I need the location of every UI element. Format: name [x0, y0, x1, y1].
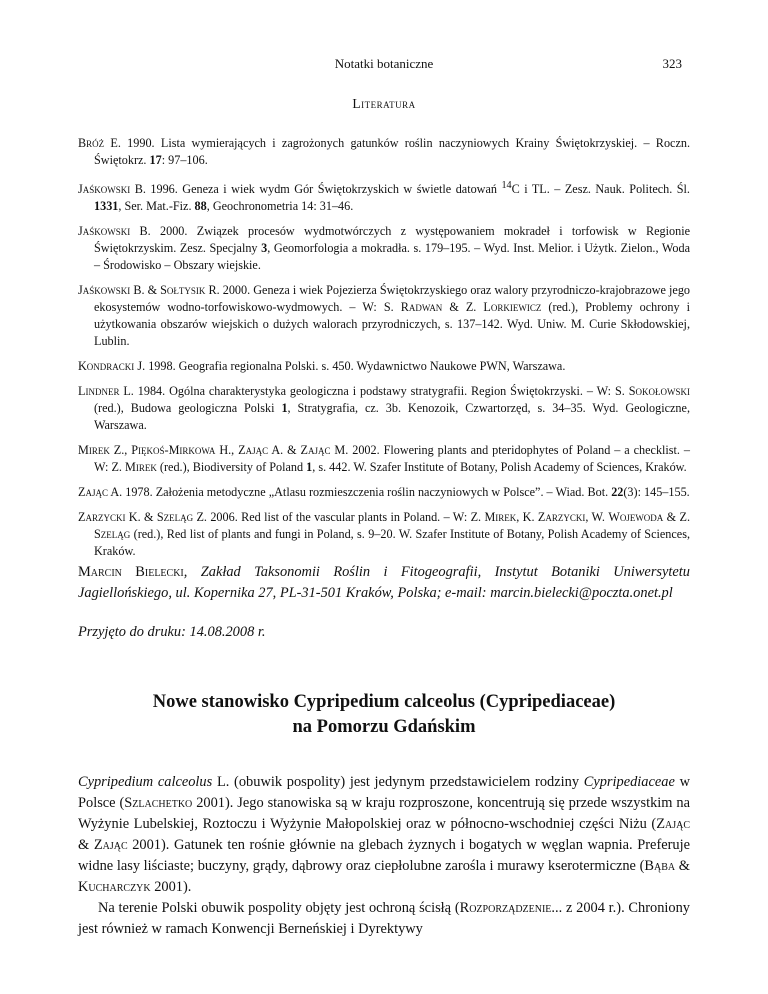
reference-item: Zarzycki K. & Szeląg Z. 2006. Red list of the vascular plants in Poland. – W: Z. Mirek, K. Zarzycki, W. Wojewoda & Z. Szeląg (red.), Red list of plants and fungi in Poland, s. 9–20. W. Szafer Institute of Botany, Polish Academy of Sciences, Kraków.	[78, 510, 690, 559]
paragraph: Cypripedium calceolus L. (obuwik pospolity) jest jedynym przedstawicielem rodziny Cypripediaceae w Polsce (Szlachetko 2001). Jego stanowiska są w kraju rozproszone, koncentrują się przede wszystkim na Wyżynie Lubelskiej, Roztoczu i Wyżynie Małopolskiej oraz w północno-wschodniej części Niżu (Zając & Zając 2001). Gatunek ten rośnie głównie na glebach żyznych i bogatych w węglan wapnia. Preferuje widne lasy liściaste; buczyny, grądy, dąbrowy oraz ciepłolubne zarośla i murawy kserotermiczne (Bąba & Kucharczyk 2001).	[78, 774, 690, 895]
reference-item: Jaśkowski B. & Sołtysik R. 2000. Geneza i wiek Pojezierza Świętokrzyskiego oraz walory przyrodniczo-krajobrazowe jego ekosystemów wodno-torfowiskowo-wydmowych. – W: S. Radwan & Z. Lorkiewicz (red.), Problemy ochrony i użytkowania obszarów wiejskich o dużych walorach przyrodniczych, s. 137–142. Wyd. Uniw. M. Curie Skłodowskiej, Lublin.	[78, 283, 691, 349]
reference-list	[78, 135, 690, 568]
reference-item: Zając A. 1978. Założenia metodyczne „Atlasu rozmieszczenia roślin naczyniowych w Polsce”. – Wiad. Bot. 22(3): 145–155.	[78, 485, 690, 500]
accepted-date: Przyjęto do druku: 14.08.2008 r.	[78, 624, 266, 640]
reference-item: Jaśkowski B. 2000. Związek procesów wydmotwórczych z występowaniem mokradeł i torfowisk w Regionie Świętokrzyskim. Zesz. Specjalny 3, Geomorfologia a mokradła. s. 179–195. – Wyd. Inst. Melior. i Użytk. Zielon., Woda – Środowisko – Obszary wiejskie.	[78, 224, 691, 273]
paragraph: Na terenie Polski obuwik pospolity objęty jest ochroną ścisłą (Rozporządzenie... z 2004 r.). Chroniony jest również w ramach Konwencji Berneńskiej i Dyrektywy	[78, 900, 690, 937]
running-header-title: Notatki botaniczne	[334, 56, 434, 71]
reference-item: Bróż E. 1990. Lista wymierających i zagrożonych gatunków roślin naczyniowych Krainy Świętokrzyskiej. – Roczn. Świętokrz. 17: 97–106.	[78, 136, 690, 167]
section-heading: Literatura	[352, 96, 416, 111]
author-affiliation: Marcin Bielecki, Zakład Taksonomii Roślin i Fitogeografii, Instytut Botaniki Uniwersytetu Jagiellońskiego, ul. Kopernika 27, PL-31-501 Kraków, Polska; e-mail: marcin.bielecki@poczta.onet.pl	[78, 564, 690, 601]
article-title	[0, 690, 768, 740]
reference-item: Mirek Z., Piękoś-Mirkowa H., Zając A. & Zając M. 2002. Flowering plants and pteridophytes of Poland – a checklist. – W: Z. Mirek (red.), Biodiversity of Poland 1, s. 442. W. Szafer Institute of Botany, Polish Academy of Sciences, Kraków.	[78, 443, 691, 475]
page-number: 323	[662, 56, 682, 71]
article-title-line: Nowe stanowisko Cypripedium calceolus (Cypripediaceae)	[152, 692, 616, 712]
reference-item: Jaśkowski B. 1996. Geneza i wiek wydm Gór Świętokrzyskich w świetle datowań $^{14}$C i TL. – Zesz. Nauk. Politech. Śl. 1331, Ser. Mat.-Fiz. 88, Geochronometria 14: 31–46.	[78, 180, 690, 214]
article-body	[78, 772, 690, 940]
reference-item: Kondracki J. 1998. Geografia regionalna Polski. s. 450. Wydawnictwo Naukowe PWN, Warszawa.	[78, 359, 566, 374]
article-title-line: na Pomorzu Gdańskim	[292, 717, 476, 737]
reference-item: Lindner L. 1984. Ogólna charakterystyka geologiczna i podstawy stratygrafii. Region Świętokrzyski. – W: S. Sokołowski (red.), Budowa geologiczna Polski 1, Stratygrafia, cz. 3b. Kenozoik, Czwartorzęd, s. 34–35. Wyd. Geologiczne, Warszawa.	[78, 384, 690, 433]
